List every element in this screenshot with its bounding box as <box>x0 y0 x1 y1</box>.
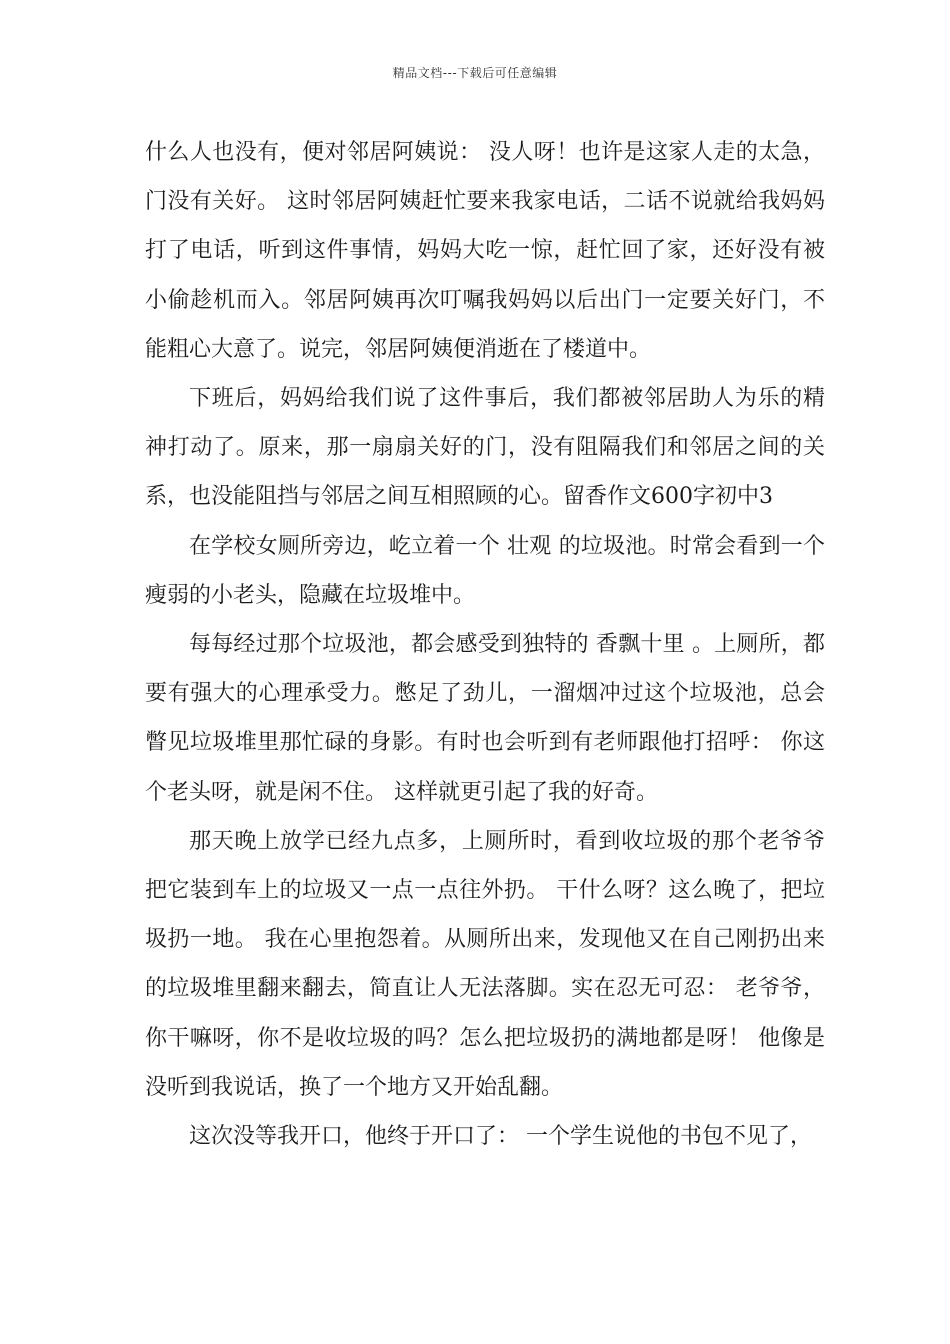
paragraph-6: 这次没等我开口，他终于开口了： 一个学生说他的书包不见了， <box>189 1124 812 1150</box>
paragraph-3: 在学校女厕所旁边，屹立着一个 壮观 的垃圾池。时常会看到一个瘦弱的小老头，隐藏在垃圾堆中。 <box>145 533 825 608</box>
paragraph-5: 那天晚上放学已经九点多，上厕所时，看到收垃圾的那个老爷爷把它装到车上的垃圾又一点一点往外扔。 干什么呀？这么晚了，把垃圾扔一地。 我在心里抱怨着。从厕所出来，发现他又在自己刚扔出来的垃圾堆里翻来翻去，简直让人无法落脚。实在忍无可忍： 老爷爷，你干嘛呀，你不是收垃圾的吗？怎么把垃圾扔的满地都是呀！ 他像是没听到我说话，换了一个地方又开始乱翻。 <box>145 828 825 1100</box>
paragraph-1: 什么人也没有，便对邻居阿姨说： 没人呀！也许是这家人走的太急，门没有关好。 这时邻居阿姨赶忙要来我家电话，二话不说就给我妈妈打了电话，听到这件事情，妈妈大吃一惊，赶忙回了家，还好没有被小偷趁机而入。邻居阿姨再次叮嘱我妈妈以后出门一定要关好门，不能粗心大意了。说完，邻居阿姨便消逝在了楼道中。 <box>145 140 825 362</box>
page-header: 精品文档---下载后可任意编辑 <box>392 66 558 80</box>
paragraph-4: 每每经过那个垃圾池，都会感受到独特的 香飘十里 。上厕所，都要有强大的心理承受力。憋足了劲儿，一溜烟冲过这个垃圾池，总会瞥见垃圾堆里那忙碌的身影。有时也会听到有老师跟他打招呼： 你这个老头呀，就是闲不住。 这样就更引起了我的好奇。 <box>145 632 825 805</box>
paragraph-2: 下班后，妈妈给我们说了这件事后，我们都被邻居助人为乐的精神打动了。原来，那一扇扇关好的门，没有阻隔我们和邻居之间的关系，也没能阻挡与邻居之间互相照顾的心。留香作文600字初中3 <box>145 386 825 510</box>
article-body <box>145 128 825 1161</box>
